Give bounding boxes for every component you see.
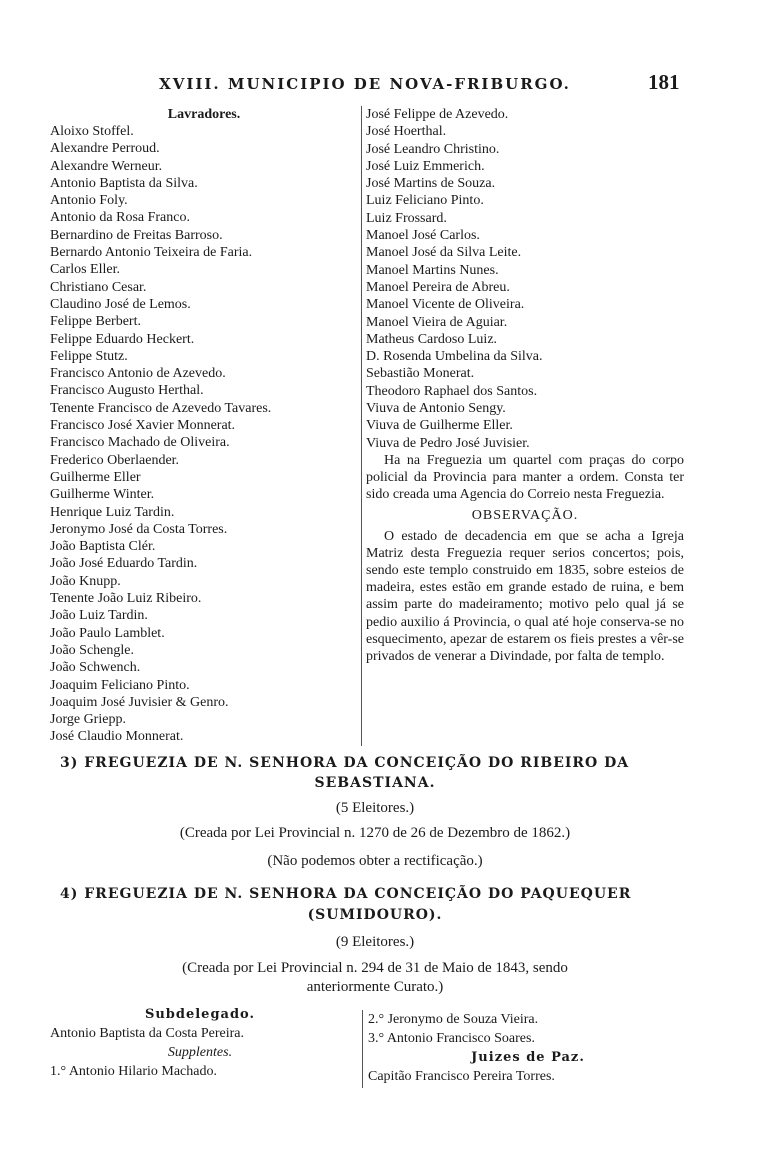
observacao-heading: OBSERVAÇÃO.: [471, 507, 579, 523]
lavrador-name: José Hoerthal.: [366, 124, 447, 140]
lavrador-name: Claudino José de Lemos.: [50, 296, 191, 312]
lavrador-name: Matheus Cardoso Luiz.: [366, 331, 498, 347]
lavrador-name: João Knupp.: [50, 573, 121, 589]
section4-created-line2: anteriormente Curato.): [306, 979, 444, 995]
lavrador-name: Antonio da Rosa Franco.: [50, 210, 190, 226]
left-name-list: [50, 123, 358, 746]
lavrador-name: Manoel Vicente de Oliveira.: [366, 297, 525, 313]
lavrador-name: João Schwench.: [50, 660, 141, 676]
lavrador-name: Carlos Eller.: [50, 262, 120, 278]
lavrador-name: Guilherme Eller: [50, 469, 141, 485]
lavrador-name: Guilherme Winter.: [50, 487, 155, 503]
lavrador-name: Joaquim José Juvisier & Genro.: [50, 694, 229, 710]
lavrador-name: Jeronymo José da Costa Torres.: [50, 521, 228, 537]
lavrador-name: Felippe Eduardo Heckert.: [50, 331, 195, 347]
section3-title-line1: 3) FREGUEZIA DE N. SENHORA DA CONCEIÇÃO DO RIBEIRO DA: [60, 755, 630, 771]
subdelegado-block: [50, 1005, 350, 1081]
lavrador-name: Francisco Antonio de Azevedo.: [50, 366, 226, 382]
page-number: 181: [648, 70, 680, 94]
sub-column-divider: [362, 1010, 363, 1088]
lavrador-name: Theodoro Raphael dos Santos.: [366, 383, 538, 399]
lavrador-name: Jorge Griepp.: [50, 712, 126, 728]
right-column: [366, 106, 684, 665]
lavrador-name: Tenente Francisco de Azevedo Tavares.: [50, 400, 272, 416]
lavrador-name: Luiz Frossard.: [366, 210, 447, 226]
lavrador-name: Francisco Machado de Oliveira.: [50, 435, 230, 451]
supplente-2: 2.° Jeronymo de Souza Vieira.: [368, 1012, 539, 1027]
lavrador-name: João Paulo Lamblet.: [50, 625, 165, 641]
lavrador-name: Bernardo Antonio Teixeira de Faria.: [50, 245, 253, 261]
lavrador-name: João Baptista Clér.: [50, 539, 156, 555]
subdelegado-name: Antonio Baptista da Costa Pereira.: [50, 1026, 245, 1041]
section4-created-line1: (Creada por Lei Provincial n. 294 de 31 de Maio de 1843, sendo: [182, 960, 568, 976]
lavrador-name: Viuva de Pedro José Juvisier.: [366, 435, 530, 451]
section4-electors: (9 Eleitores.): [335, 934, 415, 950]
lavrador-name: João Luiz Tardin.: [50, 608, 148, 624]
lavrador-name: João Schengle.: [50, 642, 134, 658]
supplentes-juizes-block: [368, 1010, 688, 1086]
lavrador-name: João José Eduardo Tardin.: [50, 556, 198, 572]
subdelegado-heading: Subdelegado.: [144, 1007, 256, 1022]
lavrador-name: Viuva de Guilherme Eller.: [366, 418, 513, 434]
section4-title-line2: (SUMIDOURO).: [307, 907, 443, 923]
juizes-heading: Juizes de Paz.: [471, 1050, 585, 1065]
freguezia-note: Ha na Freguezia um quartel com praças do corpo policial da Provincia para manter a ordem. Consta ter sido creada uma Agencia do Correio nesta Freguezia.: [366, 452, 684, 503]
lavrador-name: Manoel Pereira de Abreu.: [366, 279, 510, 295]
lavrador-name: José Claudio Monnerat.: [50, 729, 184, 745]
lavrador-name: Antonio Foly.: [50, 193, 128, 209]
section3-created: (Creada por Lei Provincial n. 1270 de 26 de Dezembro de 1862.): [179, 825, 571, 841]
lavrador-name: Manoel José da Silva Leite.: [366, 245, 522, 261]
lavrador-name: José Leandro Christino.: [366, 141, 500, 157]
right-name-list: [366, 106, 684, 452]
lavrador-name: José Felippe de Azevedo.: [366, 107, 509, 122]
lavrador-name: Manoel Martins Nunes.: [366, 262, 499, 278]
lavrador-name: Christiano Cesar.: [50, 279, 147, 295]
lavrador-name: Manoel Vieira de Aguiar.: [366, 314, 508, 330]
left-column: [50, 106, 358, 746]
lavrador-name: Bernardino de Freitas Barroso.: [50, 227, 223, 243]
lavradores-heading: Lavradores.: [167, 107, 241, 122]
supplente-1: 1.° Antonio Hilario Machado.: [50, 1064, 217, 1079]
observacao-text: O estado de decadencia em que se acha a Igreja Matriz desta Freguezia requer serios concertos; pois, sendo este templo construido em 1835, sobre esteios de madeira, estes estão em grande estado de ruina, e bem assim parte do madeiramento; motivo pelo qual já se pedio auxilio á Provincia, o qual até hoje conserva-se no esquecimento, apezar de estarem os fieis prestes a vêr-se privados de venerar a Divindade, por falta de templo.: [366, 528, 684, 664]
supplente-3: 3.° Antonio Francisco Soares.: [368, 1031, 535, 1046]
column-divider: [361, 106, 362, 746]
lavrador-name: Alexandre Perroud.: [50, 141, 160, 157]
section3-title-line2: SEBASTIANA.: [314, 775, 436, 791]
lavrador-name: Viuva de Antonio Sengy.: [366, 401, 506, 417]
section3-electors: (5 Eleitores.): [335, 800, 415, 816]
lavrador-name: Henrique Luiz Tardin.: [50, 504, 175, 520]
lavrador-name: José Luiz Emmerich.: [366, 158, 485, 174]
lavrador-name: Antonio Baptista da Silva.: [50, 175, 198, 191]
lavrador-name: Alexandre Werneur.: [50, 158, 163, 174]
lavrador-name: Tenente João Luiz Ribeiro.: [50, 591, 202, 607]
lavrador-name: Joaquim Feliciano Pinto.: [50, 677, 190, 693]
juiz-1: Capitão Francisco Pereira Torres.: [368, 1069, 555, 1084]
lavrador-name: José Martins de Souza.: [366, 176, 496, 192]
lavrador-name: D. Rosenda Umbelina da Silva.: [366, 349, 543, 365]
supplentes-heading: Supplentes.: [167, 1045, 233, 1060]
running-head: XVIII. MUNICIPIO DE NOVA-FRIBURGO.: [159, 75, 571, 93]
lavrador-name: Felippe Berbert.: [50, 314, 141, 330]
section3-note: (Não podemos obter a rectificação.): [267, 853, 483, 869]
lavrador-name: Francisco José Xavier Monnerat.: [50, 418, 236, 434]
lavrador-name: Frederico Oberlaender.: [50, 452, 180, 468]
lavrador-name: Sebastião Monerat.: [366, 366, 475, 382]
lavrador-name: Francisco Augusto Herthal.: [50, 383, 204, 399]
lavrador-name: Manoel José Carlos.: [366, 228, 480, 244]
lavrador-name: Felippe Stutz.: [50, 348, 128, 364]
lavrador-name: Luiz Feliciano Pinto.: [366, 193, 484, 209]
section4-title-line1: 4) FREGUEZIA DE N. SENHORA DA CONCEIÇÃO DO PAQUEQUER: [60, 886, 632, 902]
lavrador-name: Aloixo Stoffel.: [50, 124, 134, 139]
